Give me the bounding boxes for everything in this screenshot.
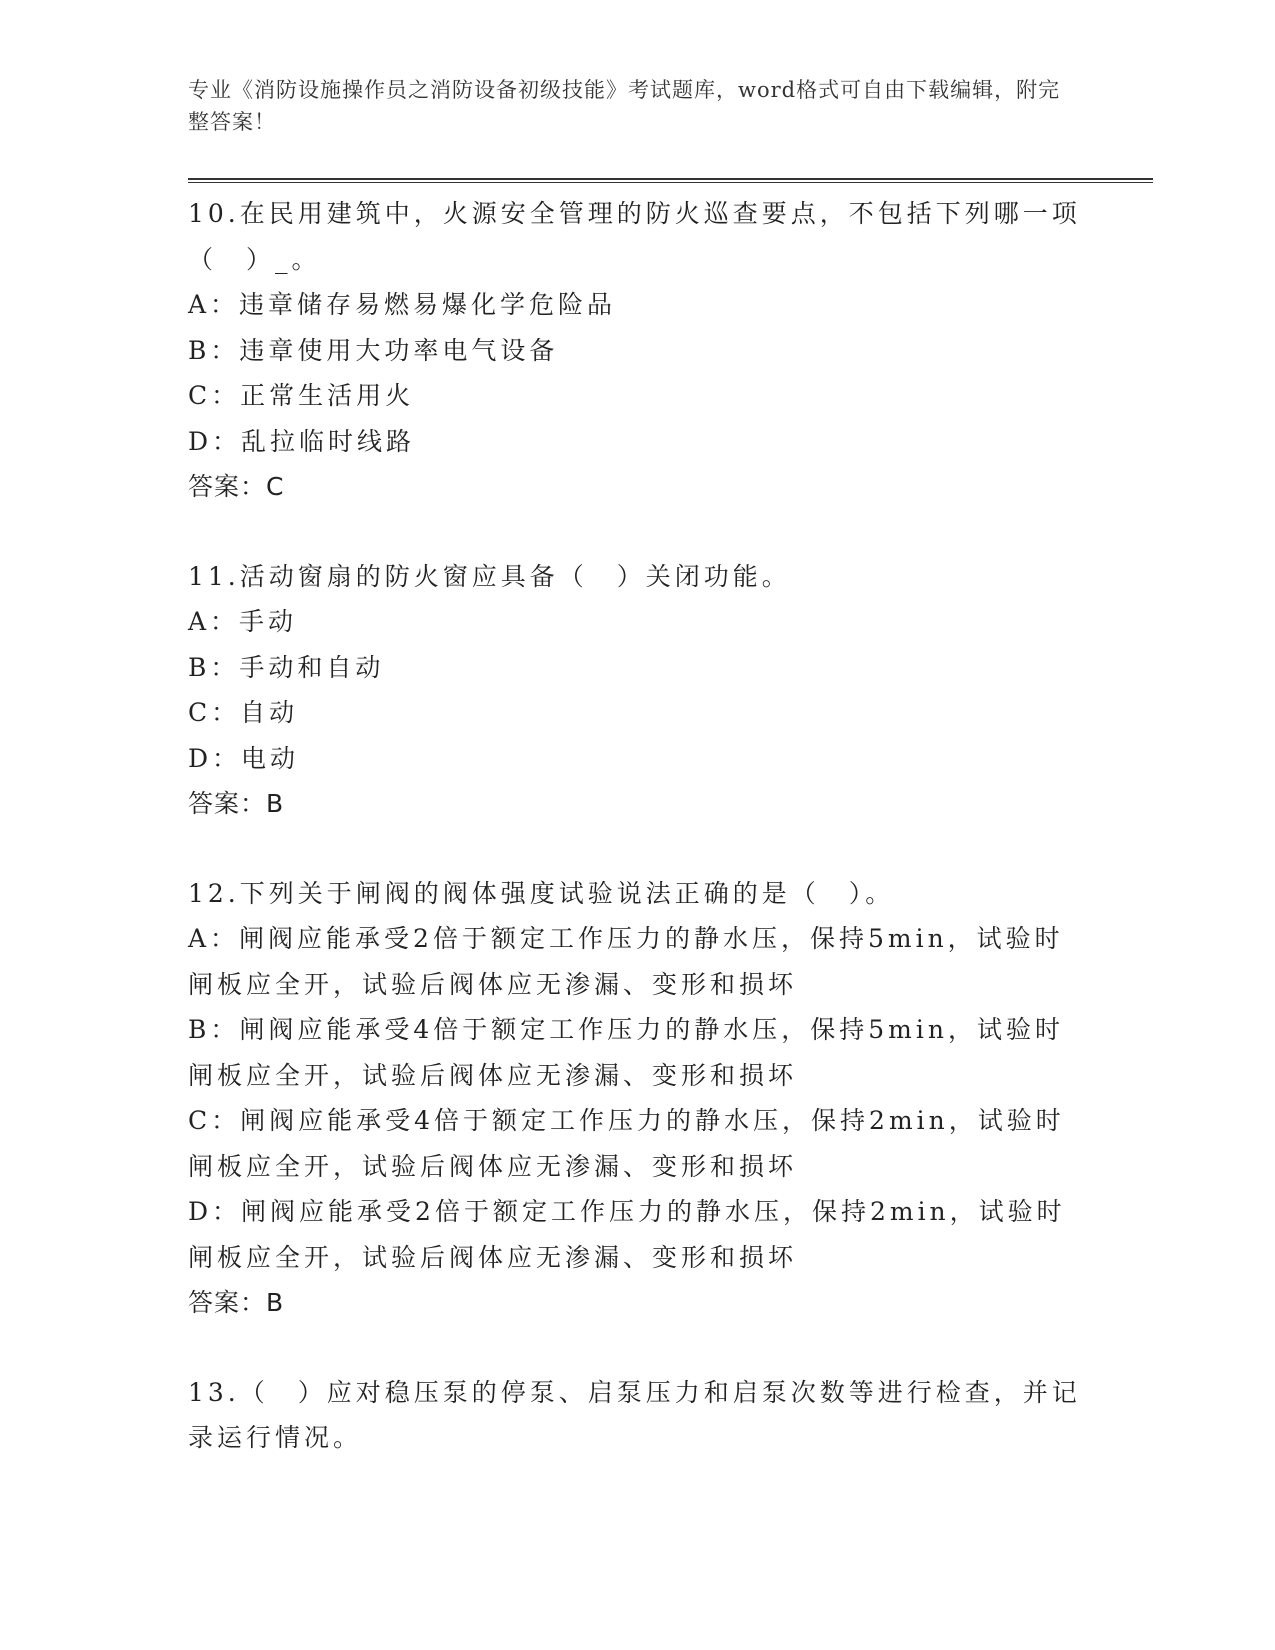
option-c: C：闸阀应能承受4倍于额定工作压力的静水压，保持2min，试验时闸板应全开，试验后阀体应无渗漏、变形和损坏 [188,1106,1065,1181]
option-b: B：违章使用大功率电气设备 [188,335,559,365]
option-a: A：手动 [188,607,298,636]
option-a: A：违章储存易燃易爆化学危险品 [188,290,617,319]
question-text: 13.（ ）应对稳压泵的停泵、启泵压力和启泵次数等进行检查，并记录运行情况。 [188,1377,1081,1452]
question-10 [188,191,1088,510]
option-c: C：自动 [188,698,299,727]
answer-text: 答案：B [188,789,285,818]
document-header [188,74,1068,138]
option-a: A：闸阀应能承受2倍于额定工作压力的静水压，保持5min，试验时闸板应全开，试验后阀体应无渗漏、变形和损坏 [188,924,1064,999]
answer-text: 答案：C [188,472,285,501]
option-b: B：闸阀应能承受4倍于额定工作压力的静水压，保持5min，试验时闸板应全开，试验后阀体应无渗漏、变形和损坏 [188,1015,1064,1090]
question-text: 10.在民用建筑中，火源安全管理的防火巡查要点，不包括下列哪一项（ ）_。 [188,199,1081,274]
header-divider [188,178,1153,183]
question-13 [188,1370,1088,1461]
header-intro-text: 专业《消防设施操作员之消防设备初级技能》考试题库，word格式可自由下载编辑，附完整答案！ [188,78,1061,134]
question-text: 12.下列关于闸阀的阀体强度试验说法正确的是（ ）。 [188,878,895,908]
option-b: B：手动和自动 [188,652,385,682]
question-list [188,191,1088,1505]
question-text: 11.活动窗扇的防火窗应具备（ ）关闭功能。 [188,561,791,591]
option-d: D：乱拉临时线路 [188,426,416,456]
option-c: C：正常生活用火 [188,381,415,410]
option-d: D：闸阀应能承受2倍于额定工作压力的静水压，保持2min，试验时闸板应全开，试验后阀体应无渗漏、变形和损坏 [188,1197,1066,1272]
question-12 [188,871,1088,1326]
option-d: D：电动 [188,743,300,773]
question-11 [188,554,1088,827]
answer-text: 答案：B [188,1288,285,1317]
